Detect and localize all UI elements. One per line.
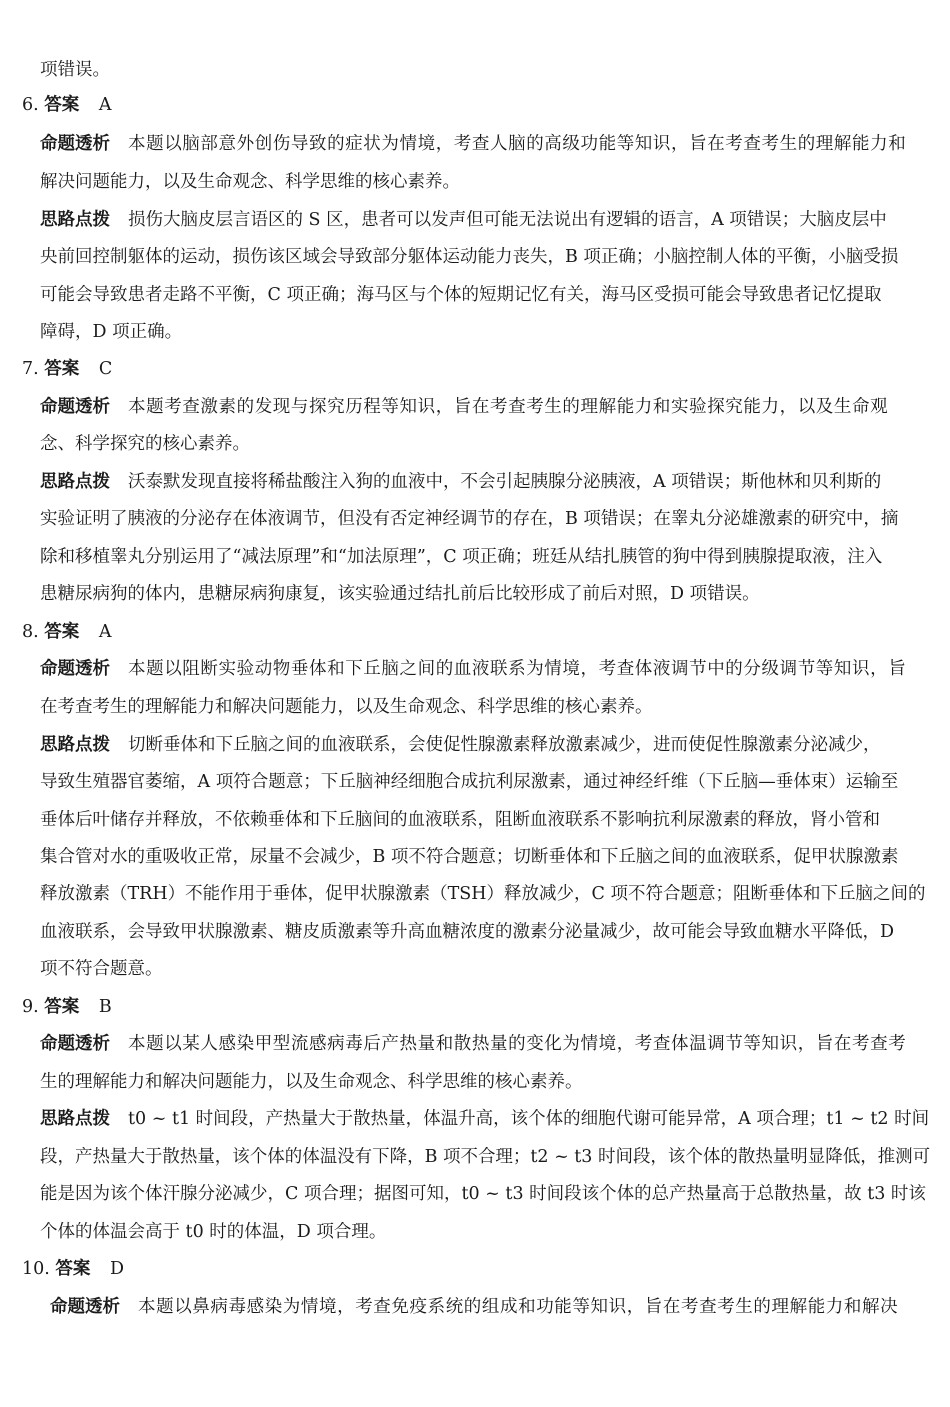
- question-number: 8.: [22, 622, 39, 642]
- q6-analysis-line-1: [40, 208, 887, 232]
- q8-analysis-line-3: 垂体后叶储存并释放，不依赖垂体和下丘脑间的血液联系，阻断血液联系不影响抗利尿激素的释放，肾小管和: [40, 810, 880, 830]
- question-7-header: [22, 357, 112, 381]
- analysis-text: 损伤大脑皮层言语区的 S 区，患者可以发声但可能无法说出有逻辑的语言，A 项错误；大脑皮层中: [128, 210, 887, 230]
- intro-label: 命题透析: [40, 397, 110, 417]
- q8-analysis-line-4: 集合管对水的重吸收正常，尿量不会减少，B 项不符合题意；切断垂体和下丘脑之间的血液联系，促甲状腺激素: [40, 847, 899, 867]
- q9-analysis-line-3: 能是因为该个体汗腺分泌减少，C 项合理；据图可知，t0 ~ t3 时间段该个体的总产热量高于总散热量，故 t3 时该: [40, 1184, 926, 1204]
- intro-text: 本题以某人感染甲型流感病毒后产热量和散热量的变化为情境，考查体温调节等知识，旨在考查考: [128, 1034, 907, 1054]
- q8-analysis-line-1: [40, 733, 881, 757]
- question-6-header: [22, 93, 112, 117]
- q10-intro-line-1: [50, 1295, 898, 1319]
- q6-analysis-line-3: 可能会导致患者走路不平衡，C 项正确；海马区与个体的短期记忆有关，海马区受损可能会导致患者记忆提取: [40, 285, 882, 305]
- q6-analysis-line-4: 障碍，D 项正确。: [40, 322, 183, 342]
- q8-intro-line-1: [40, 657, 906, 681]
- intro-text: 本题以脑部意外创伤导致的症状为情境，考查人脑的高级功能等知识，旨在考查考生的理解能力和: [128, 134, 907, 154]
- answer-label: 答案: [44, 359, 80, 379]
- q7-intro-line-1: [40, 395, 888, 419]
- analysis-label: 思路点拨: [40, 735, 110, 755]
- q7-analysis-line-4: 患糖尿病狗的体内，患糖尿病狗康复，该实验通过结扎前后比较形成了前后对照，D 项错误。: [40, 584, 760, 604]
- q7-analysis-line-1: [40, 470, 881, 494]
- answer-label: 答案: [44, 622, 80, 642]
- answer-value: A: [98, 622, 112, 642]
- analysis-label: 思路点拨: [40, 1109, 110, 1129]
- answer-label: 答案: [44, 95, 80, 115]
- lead-text: 项错误。: [40, 60, 110, 80]
- question-number: 7.: [22, 359, 39, 379]
- q6-analysis-line-2: 央前回控制躯体的运动，损伤该区域会导致部分躯体运动能力丧失，B 项正确；小脑控制人体的平衡，小脑受损: [40, 247, 899, 267]
- question-10-header: [22, 1257, 124, 1281]
- q8-analysis-line-2: 导致生殖器官萎缩，A 项符合题意；下丘脑神经细胞合成抗利尿激素，通过神经纤维（下丘脑—垂体束）运输至: [40, 772, 899, 792]
- answer-value: C: [98, 359, 113, 379]
- intro-label: 命题透析: [40, 659, 110, 679]
- q9-intro-line-2: 生的理解能力和解决问题能力，以及生命观念、科学思维的核心素养。: [40, 1072, 583, 1092]
- intro-label: 命题透析: [40, 1034, 110, 1054]
- intro-label: 命题透析: [50, 1297, 120, 1317]
- answer-value: D: [110, 1259, 125, 1279]
- analysis-text: 沃泰默发现直接将稀盐酸注入狗的血液中，不会引起胰腺分泌胰液，A 项错误；斯他林和贝利斯的: [128, 472, 882, 492]
- q6-intro-line-2: 解决问题能力，以及生命观念、科学思维的核心素养。: [40, 172, 460, 192]
- q7-analysis-line-3: 除和移植睾丸分别运用了“减法原理”和“加法原理”，C 项正确；班廷从结扎胰管的狗中得到胰腺提取液，注入: [40, 547, 883, 567]
- q7-intro-line-2: 念、科学探究的核心素养。: [40, 434, 250, 454]
- answer-value: B: [98, 997, 112, 1017]
- q8-analysis-line-7: 项不符合题意。: [40, 959, 163, 979]
- q9-analysis-line-2: 段，产热量大于散热量，该个体的体温没有下降，B 项不合理；t2 ~ t3 时间段，该个体的散热量明显降低，推测可: [40, 1147, 931, 1167]
- intro-label: 命题透析: [40, 134, 110, 154]
- question-number: 6.: [22, 95, 39, 115]
- q8-analysis-line-6: 血液联系，会导致甲状腺激素、糖皮质激素等升高血糖浓度的激素分泌量减少，故可能会导致血糖水平降低，D: [40, 922, 895, 942]
- answer-label: 答案: [44, 997, 80, 1017]
- analysis-label: 思路点拨: [40, 210, 110, 230]
- question-number: 10.: [22, 1259, 50, 1279]
- analysis-text: 切断垂体和下丘脑之间的血液联系，会使促性腺激素释放激素减少，进而使促性腺激素分泌减少，: [128, 735, 881, 755]
- q9-intro-line-1: [40, 1032, 906, 1056]
- answer-value: A: [98, 95, 112, 115]
- analysis-text: t0 ~ t1 时间段，产热量大于散热量，体温升高，该个体的细胞代谢可能异常，A 项合理；t1 ~ t2 时间: [128, 1109, 930, 1129]
- q8-analysis-line-5: 释放激素（TRH）不能作用于垂体，促甲状腺激素（TSH）释放减少，C 项不符合题意；阻断垂体和下丘脑之间的: [40, 884, 926, 904]
- q6-intro-line-1: [40, 132, 906, 156]
- q9-analysis-line-4: 个体的体温会高于 t0 时的体温，D 项合理。: [40, 1222, 387, 1242]
- q7-analysis-line-2: 实验证明了胰液的分泌存在体液调节，但没有否定神经调节的存在，B 项错误；在睾丸分泌雄激素的研究中，摘: [40, 509, 899, 529]
- intro-text: 本题考查激素的发现与探究历程等知识，旨在考查考生的理解能力和实验探究能力，以及生命观: [128, 397, 889, 417]
- intro-text: 本题以鼻病毒感染为情境，考查免疫系统的组成和功能等知识，旨在考查考生的理解能力和解决: [138, 1297, 899, 1317]
- q8-intro-line-2: 在考查考生的理解能力和解决问题能力，以及生命观念、科学思维的核心素养。: [40, 697, 653, 717]
- q9-analysis-line-1: [40, 1107, 929, 1131]
- intro-text: 本题以阻断实验动物垂体和下丘脑之间的血液联系为情境，考查体液调节中的分级调节等知识，旨: [128, 659, 907, 679]
- question-number: 9.: [22, 997, 39, 1017]
- question-9-header: [22, 995, 112, 1019]
- question-8-header: [22, 620, 112, 644]
- analysis-label: 思路点拨: [40, 472, 110, 492]
- answer-label: 答案: [55, 1259, 91, 1279]
